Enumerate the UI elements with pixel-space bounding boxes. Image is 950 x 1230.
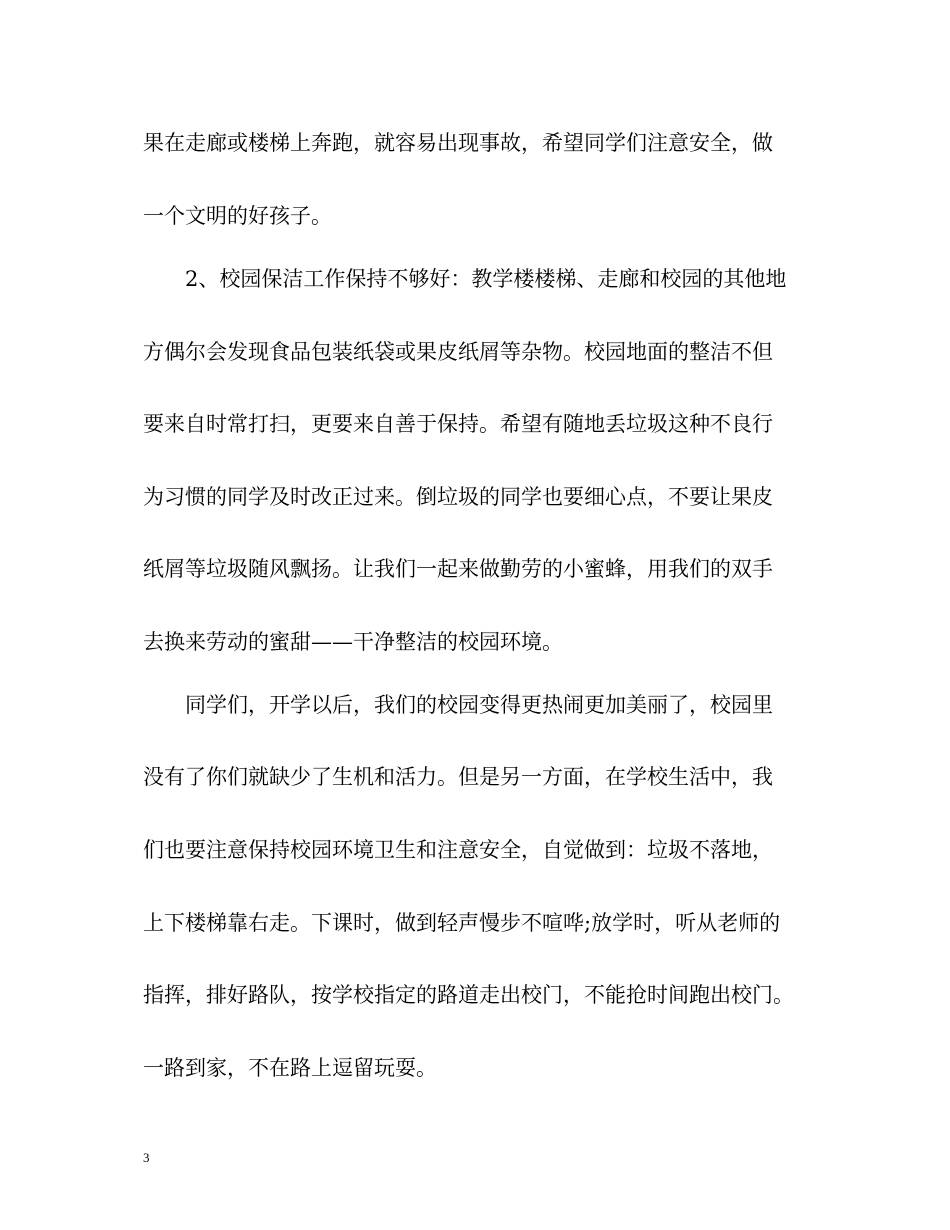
page-number: 3 [143, 1150, 150, 1165]
text-line-7: 纸屑等垃圾随风飘扬。让我们一起来做勤劳的小蜜蜂，用我们的双手 [143, 557, 773, 581]
text-line-1: 果在走廊或楼梯上奔跑，就容易出现事故，希望同学们注意安全，做 [143, 131, 773, 155]
text-line-9: 同学们，开学以后，我们的校园变得更热闹更加美丽了，校园里 [185, 693, 773, 717]
text-line-13: 指挥，排好路队，按学校指定的路道走出校门，不能抢时间跑出校门。 [143, 983, 794, 1007]
text-line-5: 要来自时常打扫，更要来自善于保持。希望有随地丢垃圾这种不良行 [143, 412, 773, 436]
text-line-10: 没有了你们就缺少了生机和活力。但是另一方面，在学校生活中，我 [143, 765, 773, 789]
text-line-3: 2、校园保洁工作保持不够好：教学楼楼梯、走廊和校园的其他地 [185, 267, 787, 291]
text-line-2: 一个文明的好孩子。 [143, 204, 332, 228]
text-line-12: 上下楼梯靠右走。下课时，做到轻声慢步不喧哗;放学时，听从老师的 [143, 911, 781, 935]
text-line-6: 为习惯的同学及时改正过来。倒垃圾的同学也要细心点，不要让果皮 [143, 485, 773, 509]
text-line-8: 去换来劳动的蜜甜——干净整洁的校园环境。 [143, 630, 563, 654]
text-line-4: 方偶尔会发现食品包装纸袋或果皮纸屑等杂物。校园地面的整洁不但 [143, 340, 773, 364]
text-line-11: 们也要注意保持校园环境卫生和注意安全，自觉做到：垃圾不落地， [143, 838, 773, 862]
text-line-14: 一路到家，不在路上逗留玩耍。 [143, 1056, 437, 1080]
